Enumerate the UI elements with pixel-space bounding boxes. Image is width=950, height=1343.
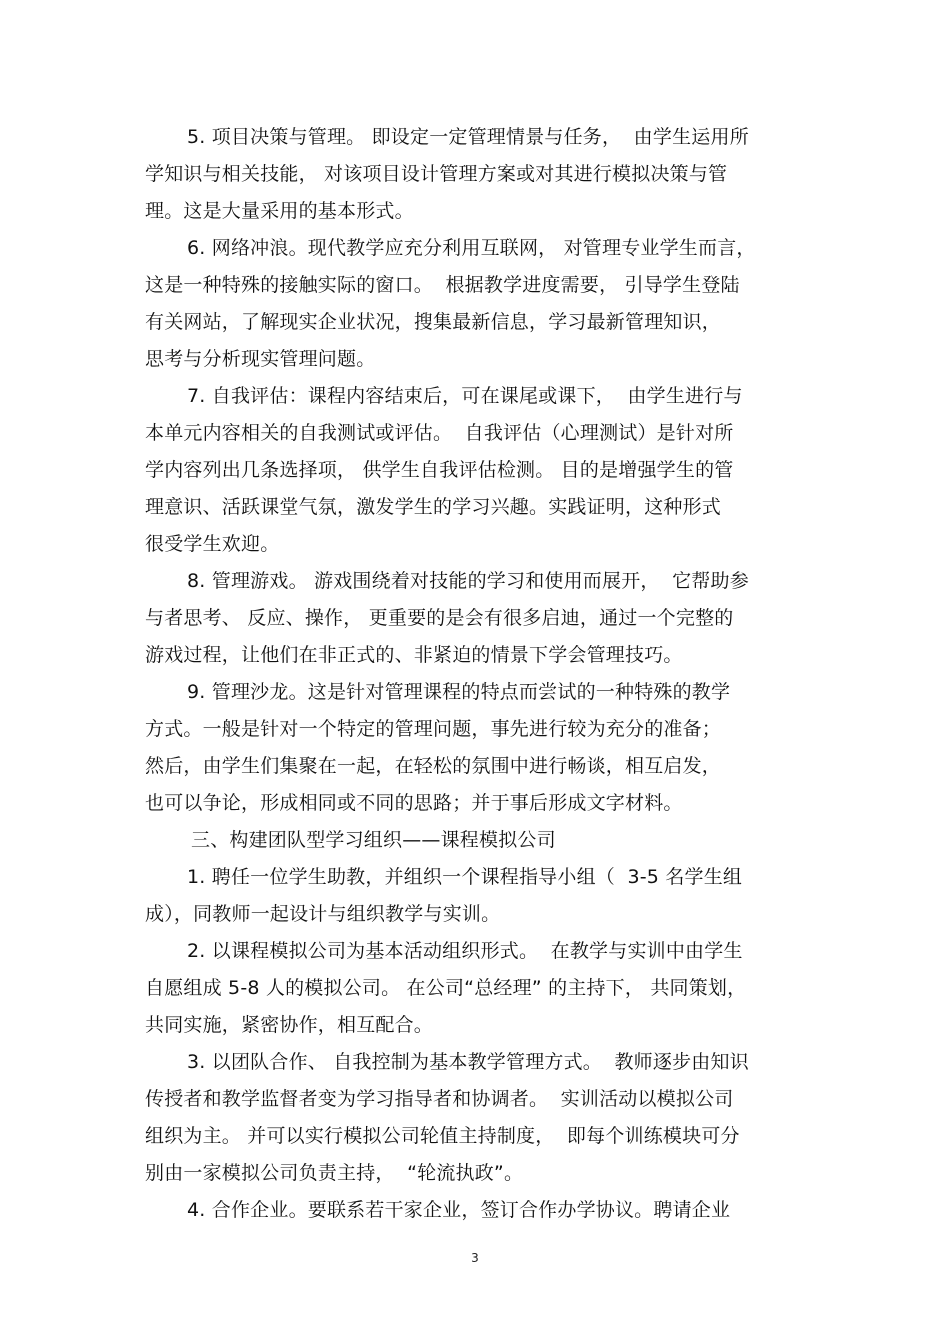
text-line: 思考与分析现实管理问题。 [145, 348, 376, 370]
text-line: 自愿组成 5-8 人的模拟公司。 在公司“总经理” 的主持下， 共同策划， [145, 977, 747, 999]
text-line: 1. 聘任一位学生助教，并组织一个课程指导小组（ 3-5 名学生组 [187, 866, 743, 888]
text-line: 2. 以课程模拟公司为基本活动组织形式。 在教学与实训中由学生 [187, 940, 743, 962]
text-line: 共同实施，紧密协作，相互配合。 [145, 1014, 434, 1036]
text-line: 组织为主。 并可以实行模拟公司轮值主持制度， 即每个训练模块可分 [145, 1125, 740, 1147]
text-line: 然后，由学生们集聚在一起，在轻松的氛围中进行畅谈，相互启发， [145, 755, 722, 777]
text-line: 理。这是大量采用的基本形式。 [145, 200, 414, 222]
text-line: 理意识、活跃课堂气氛，激发学生的学习兴趣。实践证明，这种形式 [145, 496, 722, 518]
text-line: 学内容列出几条选择项， 供学生自我评估检测。 目的是增强学生的管 [145, 459, 734, 481]
text-line: 这是一种特殊的接触实际的窗口。 根据教学进度需要， 引导学生登陆 [145, 274, 740, 296]
text-line: 本单元内容相关的自我测试或评估。 自我评估（心理测试）是针对所 [145, 422, 734, 444]
text-line: 方式。一般是针对一个特定的管理问题，事先进行较为充分的准备； [145, 718, 722, 740]
section-heading: 三、构建团队型学习组织——课程模拟公司 [191, 829, 556, 851]
text-line: 有关网站，了解现实企业状况，搜集最新信息，学习最新管理知识， [145, 311, 722, 333]
text-line: 7. 自我评估：课程内容结束后，可在课尾或课下， 由学生进行与 [187, 385, 743, 407]
text-line: 9. 管理沙龙。这是针对管理课程的特点而尝试的一种特殊的教学 [187, 681, 731, 703]
text-line: 5. 项目决策与管理。 即设定一定管理情景与任务， 由学生运用所 [187, 126, 749, 148]
text-line: 6. 网络冲浪。现代教学应充分利用互联网， 对管理专业学生而言， [187, 237, 756, 259]
text-line: 别由一家模拟公司负责主持， “轮流执政”。 [145, 1162, 524, 1184]
text-line: 很受学生欢迎。 [145, 533, 280, 555]
text-line: 成），同教师一起设计与组织教学与实训。 [145, 903, 501, 925]
text-line: 游戏过程，让他们在非正式的、非紧迫的情景下学会管理技巧。 [145, 644, 683, 666]
text-line: 也可以争论，形成相同或不同的思路；并于事后形成文字材料。 [145, 792, 683, 814]
text-line: 学知识与相关技能， 对该项目设计管理方案或对其进行模拟决策与管 [145, 163, 728, 185]
text-line: 3. 以团队合作、 自我控制为基本教学管理方式。 教师逐步由知识 [187, 1051, 749, 1073]
page-number: 3 [471, 1251, 479, 1265]
text-line: 与者思考、 反应、操作， 更重要的是会有很多启迪，通过一个完整的 [145, 607, 734, 629]
text-line: 4. 合作企业。要联系若干家企业，签订合作办学协议。聘请企业 [187, 1199, 731, 1221]
text-line: 传授者和教学监督者变为学习指导者和协调者。 实训活动以模拟公司 [145, 1088, 734, 1110]
text-line: 8. 管理游戏。 游戏围绕着对技能的学习和使用而展开， 它帮助参 [187, 570, 749, 592]
